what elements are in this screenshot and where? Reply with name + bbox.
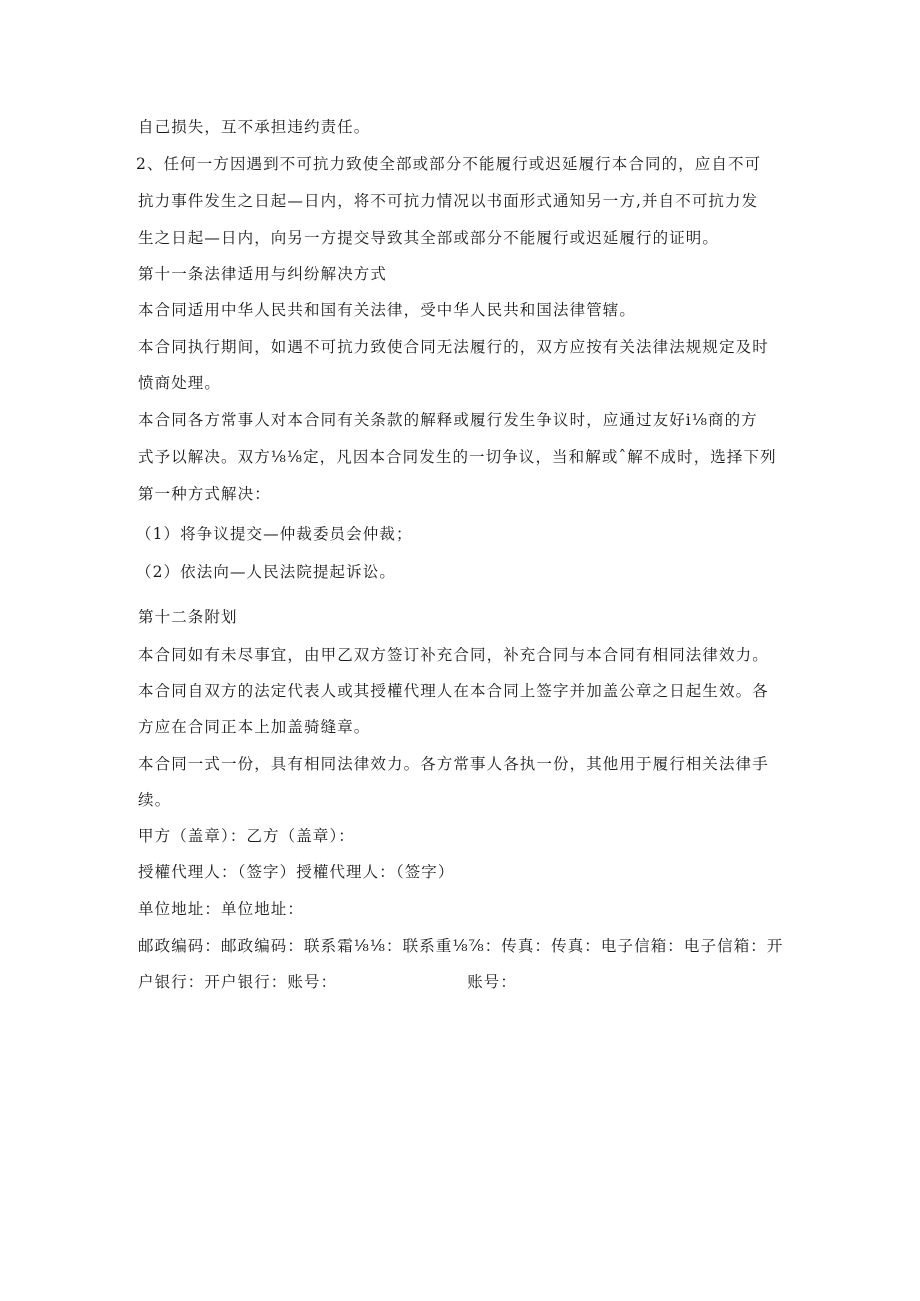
text-line-1: 自己损失，互不承担违约责任。 [138,118,371,136]
text-line-force-majeure-2: 愤商处理。 [138,374,222,392]
option-2: （2）依法向—人民法院提起诉讼。 [136,563,396,581]
text-line-supplement: 本合同如有未尽事宜，由甲乙双方签订补充合同，补充合同与本合同有相同法律效力。 [138,646,769,664]
signature-agent-line: 授權代理人：（签字）授權代理人：（签字） [138,863,455,881]
clause-2-line-1: 2、任何一方因遇到不可抗力致使全部或部分不能履行或迟延履行本合同的，应自不可 [136,155,762,173]
text-line-dispute-1: 本合同各方常事人对本合同有关条款的解释或履行发生争议时，应通过友好i⅛商的方 [138,411,758,429]
text-line-effective-1: 本合同自双方的法定代表人或其授權代理人在本合同上签字并加盖公章之日起生效。各 [138,682,769,700]
option-1: （1）将争议提交—仲裁委员会仲裁； [136,525,413,543]
bank-line [138,972,517,992]
article-11-heading: 第十一条法律适用与纠纷解决方式 [138,265,388,283]
contact-line: 邮政编码：邮政编码：联系霜⅛⅛：联系重⅛⅞：传真：传真：电子信箱：电子信箱：开 [138,937,784,955]
text-line-effective-2: 方应在合同正本上加盖骑缝章。 [138,718,371,736]
clause-2-line-2: 抗力事件发生之日起—日内，将不可抗力情况以书面形式通知另一方,并自不可抗力发 [138,192,759,210]
signature-party-line: 甲方（盖章）：乙方（盖章）： [138,827,355,845]
text-line-dispute-2: 式予以解决。双方⅛⅛定，凡因本合同发生的一切争议，当和解或ˆ解不成时，选择下列 [138,448,777,466]
bank-line-right: 账号： [467,973,518,991]
address-line: 单位地址：单位地址： [138,900,305,918]
text-line-dispute-3: 第一种方式解决： [138,485,271,503]
article-12-heading: 第十二条附划 [138,608,238,626]
text-line-governing-law: 本合同适用中华人民共和国有关法律，受中华人民共和国法律管辖。 [138,301,637,319]
bank-line-left: 户银行：开户银行：账号： [138,973,338,991]
clause-2-line-3: 生之日起—日内，向另一方提交导致其全部或部分不能履行或迟延履行的证明。 [138,229,720,247]
text-line-copies-1: 本合同一式一份，具有相同法律效力。各方常事人各执一份，其他用于履行相关法律手 [138,755,769,773]
text-line-copies-2: 续。 [138,791,172,809]
text-line-force-majeure-1: 本合同执行期间，如遇不可抗力致使合同无法履行的，双方应按有关法律法规规定及时 [138,338,769,356]
